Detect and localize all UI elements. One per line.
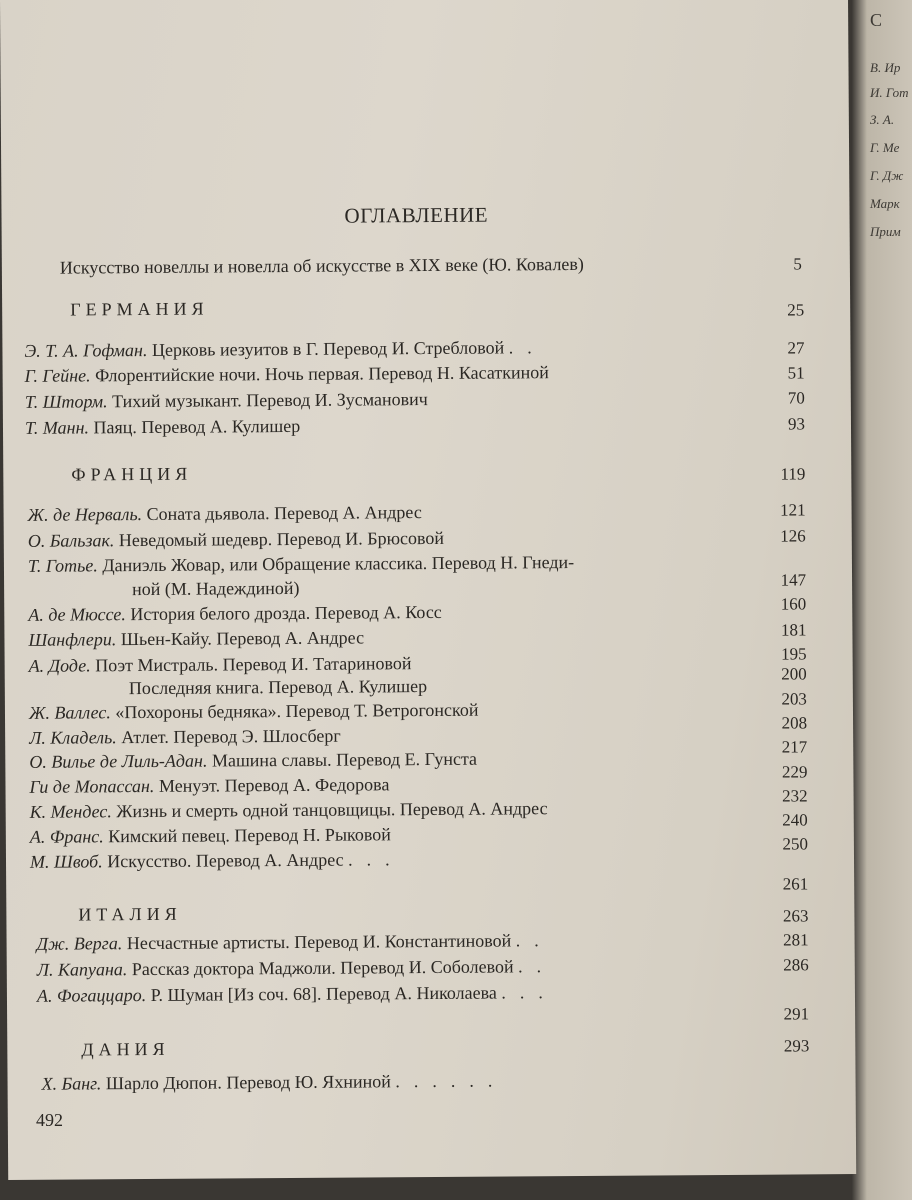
toc-entry: [30, 798, 548, 823]
toc-entry: Дж. Верга. Несчастные артисты. Перевод И. Константиновой ..: [36, 930, 553, 954]
entry-page: 126: [780, 526, 806, 546]
entry-text: Церковь иезуитов в Г. Перевод И. Стребловой: [151, 337, 505, 360]
entry-author: Ги де Мопассан.: [29, 775, 155, 797]
facing-line: И. Гот: [870, 85, 909, 100]
entry-page: 181: [780, 620, 807, 640]
section-page: 25: [787, 300, 805, 320]
entry-page: 195: [781, 644, 807, 664]
entry-page: 147: [780, 570, 807, 590]
section-italy: ИТАЛИЯ: [78, 903, 182, 925]
entry-page: 286: [783, 955, 809, 975]
facing-line: Г. Ме: [870, 140, 900, 155]
entry-page: 93: [787, 414, 806, 434]
section-france: ФРАНЦИЯ: [71, 463, 193, 485]
page-title: ОГЛАВЛЕНИЕ: [344, 202, 489, 228]
entry-author: А. Франс.: [29, 826, 104, 847]
entry-text: Паяц. Перевод А. Кулишер: [93, 415, 301, 438]
entry-text: Машина славы. Перевод Е. Гунста: [211, 748, 478, 771]
section-germany: ГЕРМАНИЯ: [70, 298, 209, 320]
entry-page: 261: [782, 874, 809, 894]
toc-entry-continuation: ной (М. Надеждиной): [132, 577, 300, 600]
entry-text: Кимский певец. Перевод Н. Рыковой: [108, 824, 391, 847]
entry-author: О. Вилье де Лиль-Адан.: [29, 750, 208, 772]
entry-author: Т. Шторм.: [24, 391, 108, 412]
toc-entry: [25, 362, 549, 387]
entry-text: Р. Шуман [Из соч. 68]. Перевод А. Николаева: [150, 982, 497, 1005]
toc-entry: [25, 416, 300, 439]
facing-line: Г. Дж: [870, 168, 904, 183]
entry-page: 232: [782, 786, 808, 806]
toc-entry: [30, 824, 391, 848]
entry-author: А. Фогаццаро.: [36, 985, 147, 1006]
entry-page: 160: [780, 594, 807, 614]
entry-author: К. Мендес.: [29, 801, 112, 822]
facing-line: Прим: [870, 224, 901, 239]
toc-entry: Х. Банг. Шарло Дюпон. Перевод Ю. Яхниной ......: [41, 1070, 507, 1094]
toc-entry: [25, 389, 428, 413]
entry-text: Тихий музыкант. Перевод И. Зусманович: [111, 389, 428, 412]
section-page: 293: [783, 1036, 810, 1056]
entry-author: А. Доде.: [28, 655, 91, 676]
entry-text: Флорентийские ночи. Ночь первая. Перевод Н. Касаткиной: [95, 362, 549, 386]
entry-author: Ж. де Нерваль.: [27, 504, 143, 525]
entry-page: 208: [781, 713, 808, 733]
toc-entry: Последняя книга. Перевод А. Кулишер: [128, 676, 428, 699]
toc-entry: [29, 726, 341, 749]
entry-author: М. Швоб.: [29, 851, 103, 872]
entry-page: 203: [781, 689, 807, 709]
entry-author: Л. Кладель.: [29, 727, 117, 748]
toc-entry: [29, 700, 479, 724]
toc-entry: М. Швоб. Искусство. Перевод А. Андрес ...: [29, 849, 404, 872]
toc-entry: Э. Т. А. Гофман. Церковь иезуитов в Г. Перевод И. Стребловой ..: [24, 337, 546, 361]
entry-page: 291: [783, 1004, 810, 1024]
entry-text: Шарло Дюпон. Перевод Ю. Яхниной: [105, 1071, 391, 1094]
entry-author: А. де Мюссе.: [28, 604, 126, 625]
entry-text: Рассказ доктора Маджоли. Перевод И. Соболевой: [131, 956, 514, 980]
entry-text: «Похороны бедняка». Перевод Т. Ветрогонской: [115, 699, 479, 723]
entry-page: 229: [781, 762, 808, 782]
entry-page: 240: [782, 810, 808, 830]
toc-entry: [28, 528, 444, 552]
entry-text: Даниэль Жовар, или Обращение классика. Перевод Н. Гнеди-: [102, 552, 575, 576]
entry-text: Искусство новеллы и новелла об искусстве в XIX веке (Ю. Ковалев): [59, 253, 584, 278]
entry-text: Шьен-Кайу. Перевод А. Андрес: [120, 627, 365, 650]
section-page: 119: [780, 464, 806, 484]
toc-entry: [29, 749, 477, 773]
toc-entry: А. Фогаццаро. Р. Шуман [Из соч. 68]. Перевод А. Николаева ...: [36, 982, 557, 1006]
section-page: 263: [782, 906, 809, 926]
entry-page: 200: [781, 664, 807, 684]
entry-text: Соната дьявола. Перевод А. Андрес: [146, 502, 422, 524]
entry-page: 217: [781, 737, 808, 757]
section-denmark: ДАНИЯ: [81, 1038, 170, 1060]
toc-entry: Л. Капуана. Рассказ доктора Маджоли. Перевод И. Соболевой ..: [36, 956, 556, 980]
toc-entry: [28, 602, 442, 626]
entry-text: Искусство. Перевод А. Андрес: [107, 849, 344, 872]
entry-author: Т. Манн.: [24, 417, 90, 438]
toc-entry: [29, 774, 389, 798]
entry-author: Ж. Валлес.: [28, 702, 111, 723]
entry-author: Дж. Верга.: [36, 933, 123, 954]
facing-page-header: С: [870, 10, 883, 30]
entry-text: Жизнь и смерть одной танцовщицы. Перевод А. Андрес: [116, 798, 548, 822]
entry-page: 27: [787, 338, 805, 358]
entry-author: Г. Гейне.: [24, 365, 91, 386]
entry-page: 281: [783, 930, 809, 950]
entry-text: Атлет. Перевод Э. Шлосберг: [121, 725, 341, 748]
entry-text: Поэт Мистраль. Перевод И. Татариновой: [95, 653, 412, 676]
entry-page: 121: [780, 500, 806, 520]
entry-page: 5: [793, 254, 802, 274]
entry-page: 70: [787, 388, 805, 408]
facing-page-edge: [852, 0, 912, 1200]
facing-line: З. А.: [870, 112, 895, 127]
toc-entry: [29, 653, 412, 677]
entry-page: 250: [782, 834, 808, 854]
entry-text: История белого дрозда. Перевод А. Косс: [130, 601, 442, 625]
page-number: 492: [36, 1110, 63, 1130]
facing-line: В. Ир: [870, 60, 901, 75]
entry-text: Неведомый шедевр. Перевод И. Брюсовой: [118, 527, 445, 551]
toc-entry: [28, 552, 574, 577]
entry-text: Менуэт. Перевод А. Федорова: [158, 774, 390, 796]
entry-author: О. Бальзак.: [27, 530, 115, 551]
entry-author: Шанфлери.: [28, 629, 117, 650]
entry-author: Т. Готье.: [27, 555, 98, 576]
toc-entry-intro: [60, 254, 584, 279]
toc-entry: [28, 627, 364, 650]
entry-author: Л. Капуана.: [36, 959, 128, 980]
entry-author: Х. Банг.: [41, 1073, 102, 1094]
entry-author: Э. Т. А. Гофман.: [24, 339, 148, 361]
entry-page: 51: [787, 363, 805, 383]
toc-entry: [28, 502, 422, 526]
entry-text: Несчастные артисты. Перевод И. Константиновой: [126, 930, 512, 954]
facing-line: Марк: [870, 196, 900, 211]
